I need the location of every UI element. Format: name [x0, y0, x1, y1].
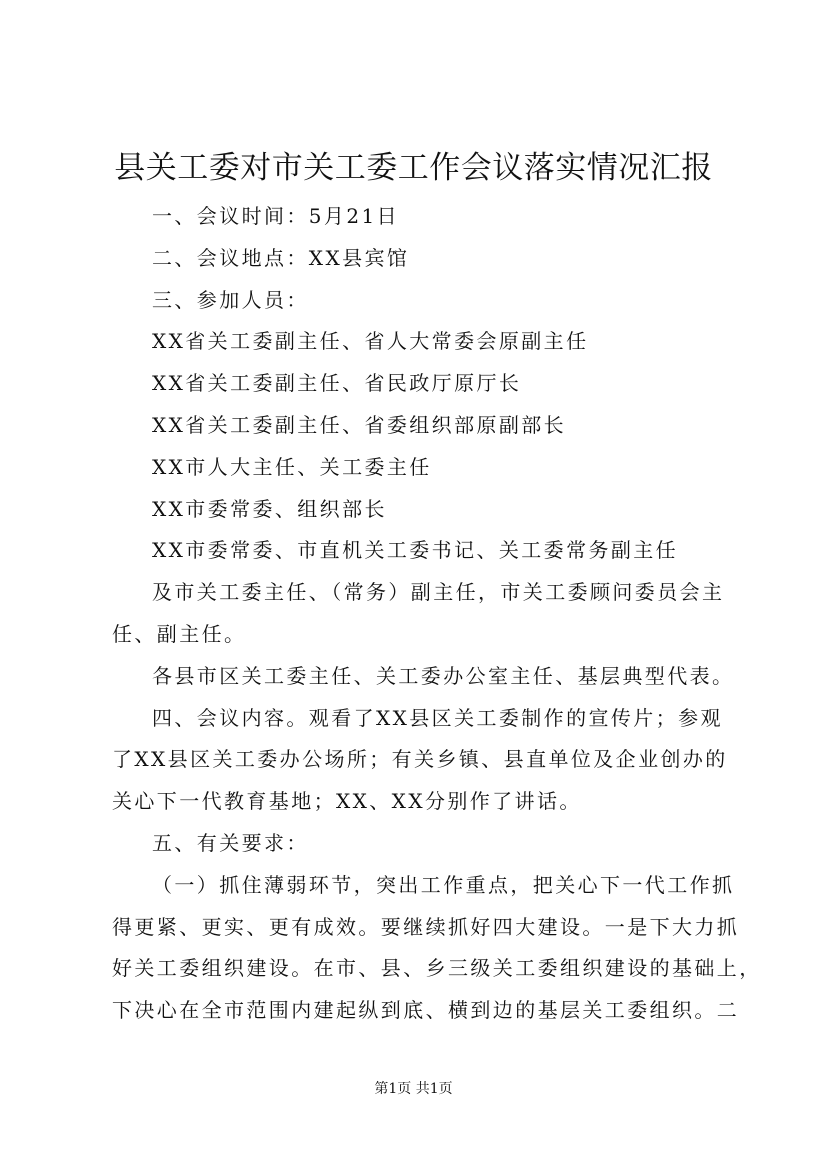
document-title: 县关工委对市关工委工作会议落实情况汇报 — [114, 150, 713, 186]
paragraph-line: 一、会议时间：5月21日 — [152, 204, 399, 228]
paragraph-line: 二、会议地点：XX县宾馆 — [152, 245, 410, 270]
paragraph-line: XX市委常委、组织部长 — [152, 496, 387, 521]
paragraph-line: 得更紧、更实、更有成效。要继续抓好四大建设。一是下大力抓 — [112, 914, 740, 939]
paragraph-line: 好关工委组织建设。在市、县、乡三级关工委组织建设的基础上， — [112, 956, 762, 981]
paragraph-line: 任、副主任。 — [112, 621, 247, 646]
page-number-footer: 第1页 共1页 — [374, 1081, 453, 1097]
paragraph-line: 三、参加人员： — [152, 287, 309, 312]
paragraph-line: XX省关工委副主任、省民政厅原厅长 — [152, 371, 522, 396]
document-body — [112, 196, 762, 1032]
paragraph-line: （一）抓住薄弱环节，突出工作重点，把关心下一代工作抓 — [152, 872, 735, 897]
paragraph-line: XX市人大主任、关工委主任 — [152, 454, 432, 479]
paragraph-line: XX省关工委副主任、省委组织部原副部长 — [152, 412, 567, 437]
paragraph-line: XX省关工委副主任、省人大常委会原副主任 — [152, 329, 589, 354]
paragraph-line: 了XX县区关工委办公场所；有关乡镇、县直单位及企业创办的 — [112, 747, 728, 772]
paragraph-line: 关心下一代教育基地；XX、XX分别作了讲话。 — [112, 789, 582, 814]
paragraph-line: 各县市区关工委主任、关工委办公室主任、基层典型代表。 — [152, 663, 735, 688]
paragraph-line: 四、会议内容。观看了XX县区关工委制作的宣传片；参观 — [152, 705, 723, 730]
paragraph-line: 下决心在全市范围内建起纵到底、横到边的基层关工委组织。二 — [112, 998, 740, 1023]
paragraph-line: XX市委常委、市直机关工委书记、关工委常务副主任 — [152, 538, 679, 563]
paragraph-line: 及市关工委主任、（常务）副主任，市关工委顾问委员会主 — [152, 580, 725, 605]
paragraph-line: 五、有关要求： — [152, 830, 309, 855]
